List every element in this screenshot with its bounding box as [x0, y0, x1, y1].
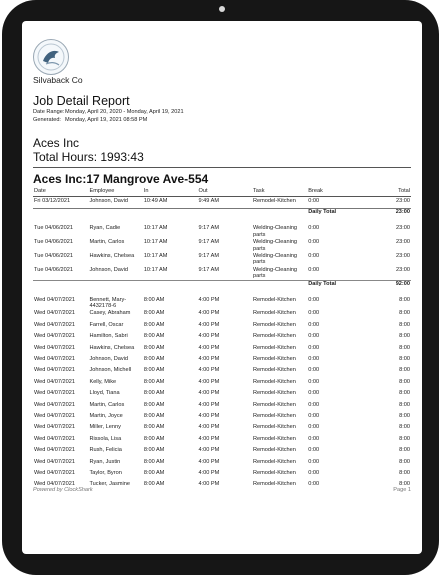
col-in: In [143, 186, 198, 197]
cell-date: Wed 04/07/2021 [34, 310, 75, 317]
cell-out: 9:17 AM [198, 225, 220, 232]
table-row [33, 197, 411, 209]
table-row [33, 332, 411, 343]
cell-in: 10:17 AM [143, 239, 168, 246]
cell-task: Remodel-Kitchen [252, 435, 296, 442]
cell-out: 4:00 PM [198, 356, 220, 363]
daily-total-value: 23:00 [357, 209, 411, 220]
cell-task: Remodel-Kitchen [252, 469, 296, 476]
cell-employee: Miller, Lenny [89, 424, 121, 431]
table-row [33, 423, 411, 434]
cell-total: 8:00 [399, 367, 410, 374]
cell-task: Remodel-Kitchen [252, 310, 296, 317]
cell-out: 4:00 PM [198, 458, 220, 465]
daily-total-label: Daily Total [307, 280, 357, 291]
cell-break: 0:00 [308, 435, 320, 442]
cell-employee: Bennett, Mary-4432178-6 [89, 296, 127, 310]
cell-out: 4:00 PM [198, 367, 220, 374]
cell-break: 0:00 [308, 266, 320, 273]
cell-in: 8:00 AM [143, 296, 165, 303]
cell-total: 8:00 [399, 469, 410, 476]
cell-break: 0:00 [308, 378, 320, 385]
cell-employee: Tucker, Jasmine [89, 481, 130, 488]
cell-in: 8:00 AM [143, 424, 165, 431]
cell-in: 8:00 AM [143, 378, 165, 385]
cell-task: Remodel-Kitchen [252, 378, 296, 385]
cell-break: 0:00 [308, 412, 320, 419]
cell-employee: Martin, Joyce [89, 412, 123, 419]
powered-by: Powered by ClockShark [33, 487, 93, 493]
cell-total: 8:00 [399, 401, 410, 408]
cell-date: Wed 04/07/2021 [34, 435, 75, 442]
cell-out: 4:00 PM [198, 333, 220, 340]
cell-total: 8:00 [399, 435, 410, 442]
table-row [33, 344, 411, 355]
cell-date: Wed 04/07/2021 [34, 412, 75, 419]
cell-task: Welding-Cleaning parts [252, 225, 298, 238]
cell-break: 0:00 [308, 310, 320, 317]
table-row [33, 366, 411, 377]
cell-task: Remodel-Kitchen [252, 447, 296, 454]
cell-employee: Ryan, Justin [89, 458, 121, 465]
tablet-frame [2, 0, 439, 575]
col-total: Total [357, 186, 411, 197]
daily-total-value: 92:00 [357, 280, 411, 291]
cell-in: 8:00 AM [143, 310, 165, 317]
cell-in: 8:00 AM [143, 469, 165, 476]
cell-task: Welding-Cleaning parts [252, 239, 298, 252]
table-row [33, 224, 411, 238]
cell-out: 4:00 PM [198, 424, 220, 431]
cell-task: Remodel-Kitchen [252, 458, 296, 465]
cell-task: Remodel-Kitchen [252, 412, 296, 419]
cell-task: Remodel-Kitchen [252, 333, 296, 340]
cell-date: Wed 04/07/2021 [34, 321, 75, 328]
col-employee: Employee [88, 186, 142, 197]
cell-employee: Johnson, David [88, 197, 142, 209]
daily-total-spacer [33, 280, 307, 291]
cell-out: 4:00 PM [198, 296, 220, 303]
cell-task: Welding-Cleaning parts [252, 253, 298, 266]
cell-break: 0:00 [307, 197, 357, 209]
cell-break: 0:00 [308, 481, 320, 488]
cell-total: 23:00 [396, 266, 410, 273]
cell-in: 8:00 AM [143, 367, 165, 374]
cell-date: Wed 04/07/2021 [34, 378, 75, 385]
cell-in: 8:00 AM [143, 435, 165, 442]
total-hours: Total Hours: 1993:43 [33, 150, 144, 164]
table-row [33, 309, 411, 320]
table-row [33, 458, 411, 469]
cell-in: 8:00 AM [143, 458, 165, 465]
cell-break: 0:00 [308, 333, 320, 340]
table-row [33, 238, 411, 252]
cell-date: Wed 04/07/2021 [34, 458, 75, 465]
cell-break: 0:00 [308, 321, 320, 328]
cell-total: 8:00 [399, 458, 410, 465]
cell-out: 4:00 PM [198, 321, 220, 328]
generated-line [33, 117, 147, 124]
daily-total-spacer [33, 209, 307, 220]
page-number: Page 1 [393, 487, 411, 493]
cell-date: Wed 04/07/2021 [34, 447, 75, 454]
cell-employee: Hawkins, Chelsea [89, 344, 135, 351]
cell-date: Wed 04/07/2021 [34, 401, 75, 408]
cell-out: 4:00 PM [198, 390, 220, 397]
cell-break: 0:00 [308, 367, 320, 374]
cell-date: Tue 04/06/2021 [34, 266, 73, 273]
cell-date: Wed 04/07/2021 [34, 390, 75, 397]
cell-in: 10:17 AM [143, 266, 168, 273]
cell-date: Wed 04/07/2021 [34, 296, 75, 303]
cell-out: 4:00 PM [198, 344, 220, 351]
generated-label: Generated: [33, 117, 61, 123]
cell-in: 8:00 AM [143, 447, 165, 454]
cell-in: 8:00 AM [143, 344, 165, 351]
cell-break: 0:00 [308, 447, 320, 454]
cell-break: 0:00 [308, 225, 320, 232]
report-title: Job Detail Report [33, 94, 130, 108]
cell-out: 9:17 AM [198, 266, 220, 273]
cell-total: 8:00 [399, 296, 410, 303]
table-body [33, 197, 411, 492]
cell-date: Tue 04/06/2021 [34, 239, 73, 246]
table-row [33, 378, 411, 389]
table-row [33, 252, 411, 266]
table-header-row [33, 186, 411, 197]
cell-out: 9:49 AM [197, 197, 252, 209]
cell-date: Tue 04/06/2021 [34, 253, 73, 260]
cell-break: 0:00 [308, 296, 320, 303]
cell-employee: Taylor, Byron [89, 469, 122, 476]
cell-employee: Lloyd, Tiana [89, 390, 120, 397]
table-row [33, 469, 411, 480]
cell-employee: Hamilton, Sabri [89, 333, 128, 340]
cell-date: Wed 04/07/2021 [34, 356, 75, 363]
cell-task: Remodel-Kitchen [252, 344, 296, 351]
cell-out: 4:00 PM [198, 435, 220, 442]
cell-task: Remodel-Kitchen [252, 401, 296, 408]
cell-employee: Rissola, Lisa [89, 435, 122, 442]
date-range-label: Date Range: [33, 109, 65, 115]
cell-out: 4:00 PM [198, 412, 220, 419]
cell-task: Remodel-Kitchen [252, 296, 296, 303]
date-range-value: Monday, April 20, 2020 - Monday, April 19, 2021 [65, 109, 184, 115]
cell-employee: Ryan, Cadie [89, 225, 121, 232]
cell-total: 8:00 [399, 310, 410, 317]
cell-date: Fri 03/12/2021 [33, 197, 88, 209]
report-page [22, 21, 422, 554]
cell-task: Remodel-Kitchen [252, 197, 307, 209]
cell-in: 10:49 AM [143, 197, 198, 209]
table-row [33, 412, 411, 423]
cell-employee: Kelly, Mike [89, 378, 117, 385]
cell-date: Tue 04/06/2021 [34, 225, 73, 232]
cell-total: 8:00 [399, 321, 410, 328]
cell-date: Wed 04/07/2021 [34, 333, 75, 340]
cell-out: 4:00 PM [198, 378, 220, 385]
cell-total: 8:00 [399, 333, 410, 340]
table-row [33, 321, 411, 332]
cell-task: Remodel-Kitchen [252, 356, 296, 363]
col-out: Out [197, 186, 252, 197]
cell-employee: Hawkins, Chelsea [89, 253, 135, 260]
table-row [33, 296, 411, 310]
cell-employee: Martin, Carlos [89, 239, 125, 246]
cell-task: Remodel-Kitchen [252, 481, 296, 488]
cell-break: 0:00 [308, 458, 320, 465]
table-row [33, 266, 411, 280]
client-name: Aces Inc [33, 136, 80, 150]
cell-out: 4:00 PM [198, 447, 220, 454]
cell-date: Wed 04/07/2021 [34, 469, 75, 476]
cell-task: Welding-Cleaning parts [252, 266, 298, 280]
cell-total: 8:00 [399, 447, 410, 454]
table-row [33, 446, 411, 457]
cell-employee: Farrell, Oscar [89, 321, 124, 328]
date-range-line [33, 109, 184, 116]
cell-in: 8:00 AM [143, 412, 165, 419]
cell-in: 8:00 AM [143, 401, 165, 408]
section-divider [33, 167, 411, 168]
cell-in: 8:00 AM [143, 356, 165, 363]
cell-in: 8:00 AM [143, 481, 165, 488]
company-logo-icon [33, 39, 69, 75]
cell-task: Remodel-Kitchen [252, 424, 296, 431]
cell-task: Remodel-Kitchen [252, 390, 296, 397]
cell-break: 0:00 [308, 356, 320, 363]
cell-out: 9:17 AM [198, 253, 220, 260]
cell-total: 8:00 [399, 344, 410, 351]
cell-total: 23:00 [396, 239, 410, 246]
cell-employee: Casey, Abraham [89, 310, 131, 317]
cell-total: 23:00 [357, 197, 411, 209]
cell-employee: Johnson, Michell [89, 367, 132, 374]
cell-employee: Martin, Carlos [89, 401, 125, 408]
cell-total: 23:00 [396, 253, 410, 260]
cell-out: 9:17 AM [198, 239, 220, 246]
cell-break: 0:00 [308, 469, 320, 476]
cell-total: 8:00 [399, 356, 410, 363]
cell-employee: Johnson, David [89, 356, 129, 363]
table-row [33, 389, 411, 400]
cell-total: 8:00 [399, 412, 410, 419]
col-date: Date [33, 186, 88, 197]
daily-total-label: Daily Total [307, 209, 357, 220]
cell-employee: Rush, Felicia [89, 447, 122, 454]
company-name: Silvaback Co [33, 75, 83, 85]
cell-total: 8:00 [399, 481, 410, 488]
generated-value: Monday, April 19, 2021 08:58 PM [65, 117, 148, 123]
cell-in: 8:00 AM [143, 390, 165, 397]
cell-total: 8:00 [399, 390, 410, 397]
table-row [33, 435, 411, 446]
cell-break: 0:00 [308, 253, 320, 260]
cell-employee: Johnson, David [89, 266, 129, 273]
table-row [33, 401, 411, 412]
cell-out: 4:00 PM [198, 469, 220, 476]
cell-out: 4:00 PM [198, 401, 220, 408]
cell-total: 23:00 [396, 225, 410, 232]
cell-date: Wed 04/07/2021 [34, 481, 75, 488]
daily-total-row [33, 209, 411, 220]
cell-task: Remodel-Kitchen [252, 321, 296, 328]
col-break: Break [307, 186, 357, 197]
report-footer [33, 487, 411, 493]
cell-date: Wed 04/07/2021 [34, 344, 75, 351]
cell-task: Remodel-Kitchen [252, 367, 296, 374]
cell-total: 8:00 [399, 424, 410, 431]
cell-break: 0:00 [308, 239, 320, 246]
cell-date: Wed 04/07/2021 [34, 424, 75, 431]
job-detail-table [33, 186, 411, 492]
cell-in: 10:17 AM [143, 225, 168, 232]
cell-break: 0:00 [308, 390, 320, 397]
job-title: Aces Inc:17 Mangrove Ave-554 [33, 172, 209, 186]
cell-out: 4:00 PM [198, 310, 220, 317]
cell-out: 4:00 PM [198, 481, 220, 488]
table-row [33, 355, 411, 366]
cell-in: 8:00 AM [143, 321, 165, 328]
camera-dot [219, 6, 225, 12]
cell-break: 0:00 [308, 424, 320, 431]
cell-in: 10:17 AM [143, 253, 168, 260]
cell-date: Wed 04/07/2021 [34, 367, 75, 374]
cell-break: 0:00 [308, 344, 320, 351]
cell-total: 8:00 [399, 378, 410, 385]
cell-in: 8:00 AM [143, 333, 165, 340]
cell-break: 0:00 [308, 401, 320, 408]
daily-total-row [33, 280, 411, 291]
col-task: Task [252, 186, 307, 197]
